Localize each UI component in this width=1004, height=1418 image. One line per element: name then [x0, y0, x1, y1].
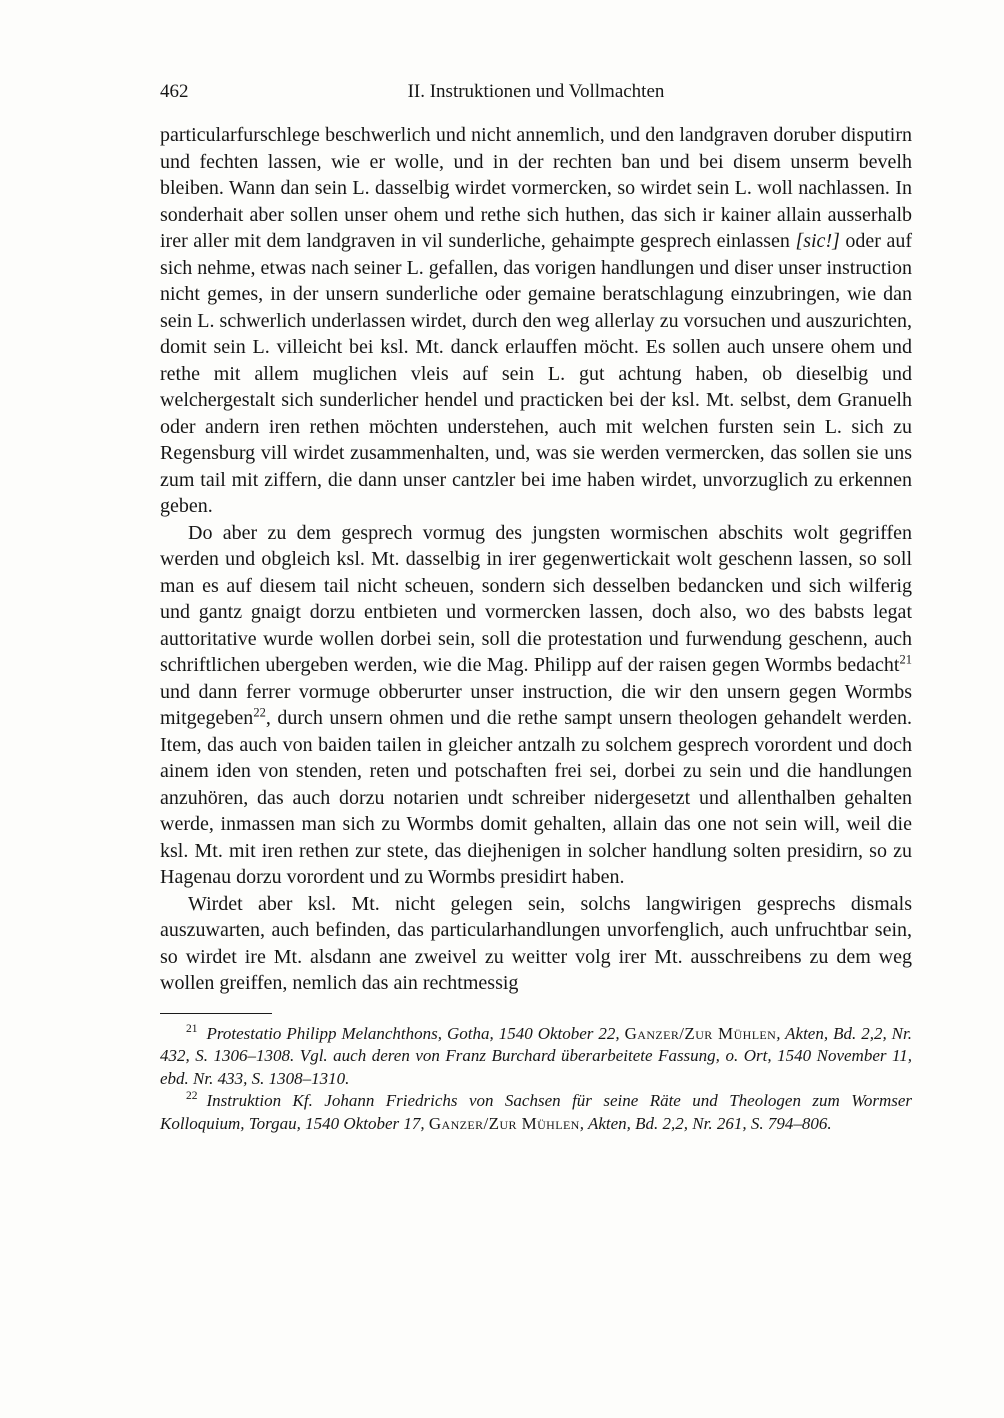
footnote-list — [160, 1023, 912, 1136]
text-run: , Akten, Bd. 2,2, Nr. 432, S. 1306–1308. Vgl. auch deren von Franz Burchard überarbeitete Fassung, o. Ort, 1540 November 11, ebd. Nr. 433, S. 1308–1310. — [160, 1023, 913, 1088]
text-run: Ganzer/Zur Mühlen — [624, 1023, 777, 1043]
footnote-ref: 21 — [899, 652, 912, 667]
footnote — [160, 1023, 912, 1091]
text-run: oder auf sich nehme, etwas nach seiner L. gefallen, das vorigen handlungen und diser unser instruction nicht gemes, in der unsern sunderliche oder gemaine beratschlagung einzubringen, wie dan sein L. schwerlich underlassen wirdet, durch den weg allerlay zu vorsuchen und auszurichten, domit sein L. villeicht bei ksl. Mt. danck erlauffen möcht. Es sollen auch unsere ohem und rethe mit allem muglichen vleis auf sein L. gut achtung haben, ob dieselbig und welchergestalt sich sunderlicher hendel und practicken bei der ksl. Mt. selbst, dem Granuelh oder andern iren rethen möchten understehen, auch mit welchen fursten sein L. sich zu Regensburg vill wirdet zusammenhalten, und, was sie werden vermercken, das sollen sie uns zum tail mit ziffern, die dann unser cantzler bei ime haben wirdet, unvorzuglich zu erkennen geben. — [160, 230, 913, 517]
footnote-separator — [160, 1013, 272, 1014]
footnotes-section — [160, 1013, 912, 1136]
text-run: Wirdet aber ksl. Mt. nicht gelegen sein, solchs langwirigen gesprechs dismals auszuwarten, auch befinden, das particularhandlungen unvorfenglich, auch unfruchtbar sein, so wirdet ire Mt. alsdann ane zweivel zu weitter volg irer Mt. ausschreibens zu dem weg wollen greiffen, nemlich das ain rechtmessig — [160, 892, 912, 994]
text-run: Protestatio Philipp Melanchthons, Gotha, 1540 Oktober 22, — [206, 1023, 625, 1043]
footnote-number: 22 — [186, 1090, 198, 1103]
text-run: und dann ferrer vormuge obberurter unser instruction, die wir den unsern gegen Wormbs mitgegeben — [160, 680, 912, 729]
body-text — [160, 122, 912, 997]
text-run: Instruktion Kf. Johann Friedrichs von Sachsen für seine Räte und Theologen zum Wormser Kolloquium, Torgau, 1540 Oktober 17, — [160, 1091, 912, 1133]
text-run: particularfurschlege beschwerlich und nicht annemlich, und den landgraven doruber disputirn und fechten lassen, wie er wolle, und in der rechten ban und bei disem unserm bevelh bleiben. Wann dan sein L. dasselbig wirdet vormercken, so wirdet sein L. woll nachlassen. In sonderhait aber sollen unser ohem und rethe sich huthen, das sich ir kainer allain ausserhalb irer aller mit dem landgraven in vil sunderliche, gehaimpte gesprech einlassen — [160, 124, 912, 252]
paragraph — [160, 520, 912, 891]
footnote-number: 21 — [186, 1022, 198, 1035]
page-number: 462 — [160, 81, 189, 102]
running-head: II. Instruktionen und Vollmachten — [407, 81, 665, 102]
text-run: Ganzer/Zur Mühlen — [428, 1113, 580, 1133]
footnote — [160, 1090, 912, 1135]
text-run: Do aber zu dem gesprech vormug des jungsten wormischen abschits wolt gegriffen werden und obgleich ksl. Mt. dasselbig in irer gegenwertickait wolt geschenn lassen, so soll man es auf diesem tail nicht scheuen, sondern sich desselben bedancken und sich wilferig und gantz gnaigt dorzu entbieten und vormercken lassen, doch also, wo des babsts legat auttoritative wurde wollen dorbei sein, soll die protestation und furwendung geschenn, auch schriftlichen ubergeben werden, wie die Mag. Philipp auf der raisen gegen Wormbs bedacht — [160, 521, 912, 676]
book-page — [160, 80, 912, 1135]
text-run: , Akten, Bd. 2,2, Nr. 261, S. 794–806. — [579, 1113, 832, 1133]
text-run: [sic!] — [795, 230, 840, 252]
text-run: , durch unsern ohmen und die rethe sampt unsern theologen gehandelt werden. Item, das auch von baiden tailen in gleicher antzalh zu solchem gesprech vorordent und doch ainem iden von stenden, reten und potschaften frei sei, dorbei zu sein und die handlungen anzuhören, das auch dorzu notarien undt schreiber nidergesetzt und allenthalben gehalten werde, inmassen man sich zu Wormbs domit gehalten, allain das one not sein will, weil die ksl. Mt. mit iren rethen zur stete, das diejhenigen in solcher handlung solten presidirn, so zu Hagenau dorzu vorordent und zu Wormbs presidirt haben. — [160, 707, 912, 888]
footnote-ref: 22 — [253, 705, 266, 720]
page-header — [160, 80, 912, 104]
paragraph — [160, 891, 912, 997]
paragraph — [160, 122, 912, 520]
